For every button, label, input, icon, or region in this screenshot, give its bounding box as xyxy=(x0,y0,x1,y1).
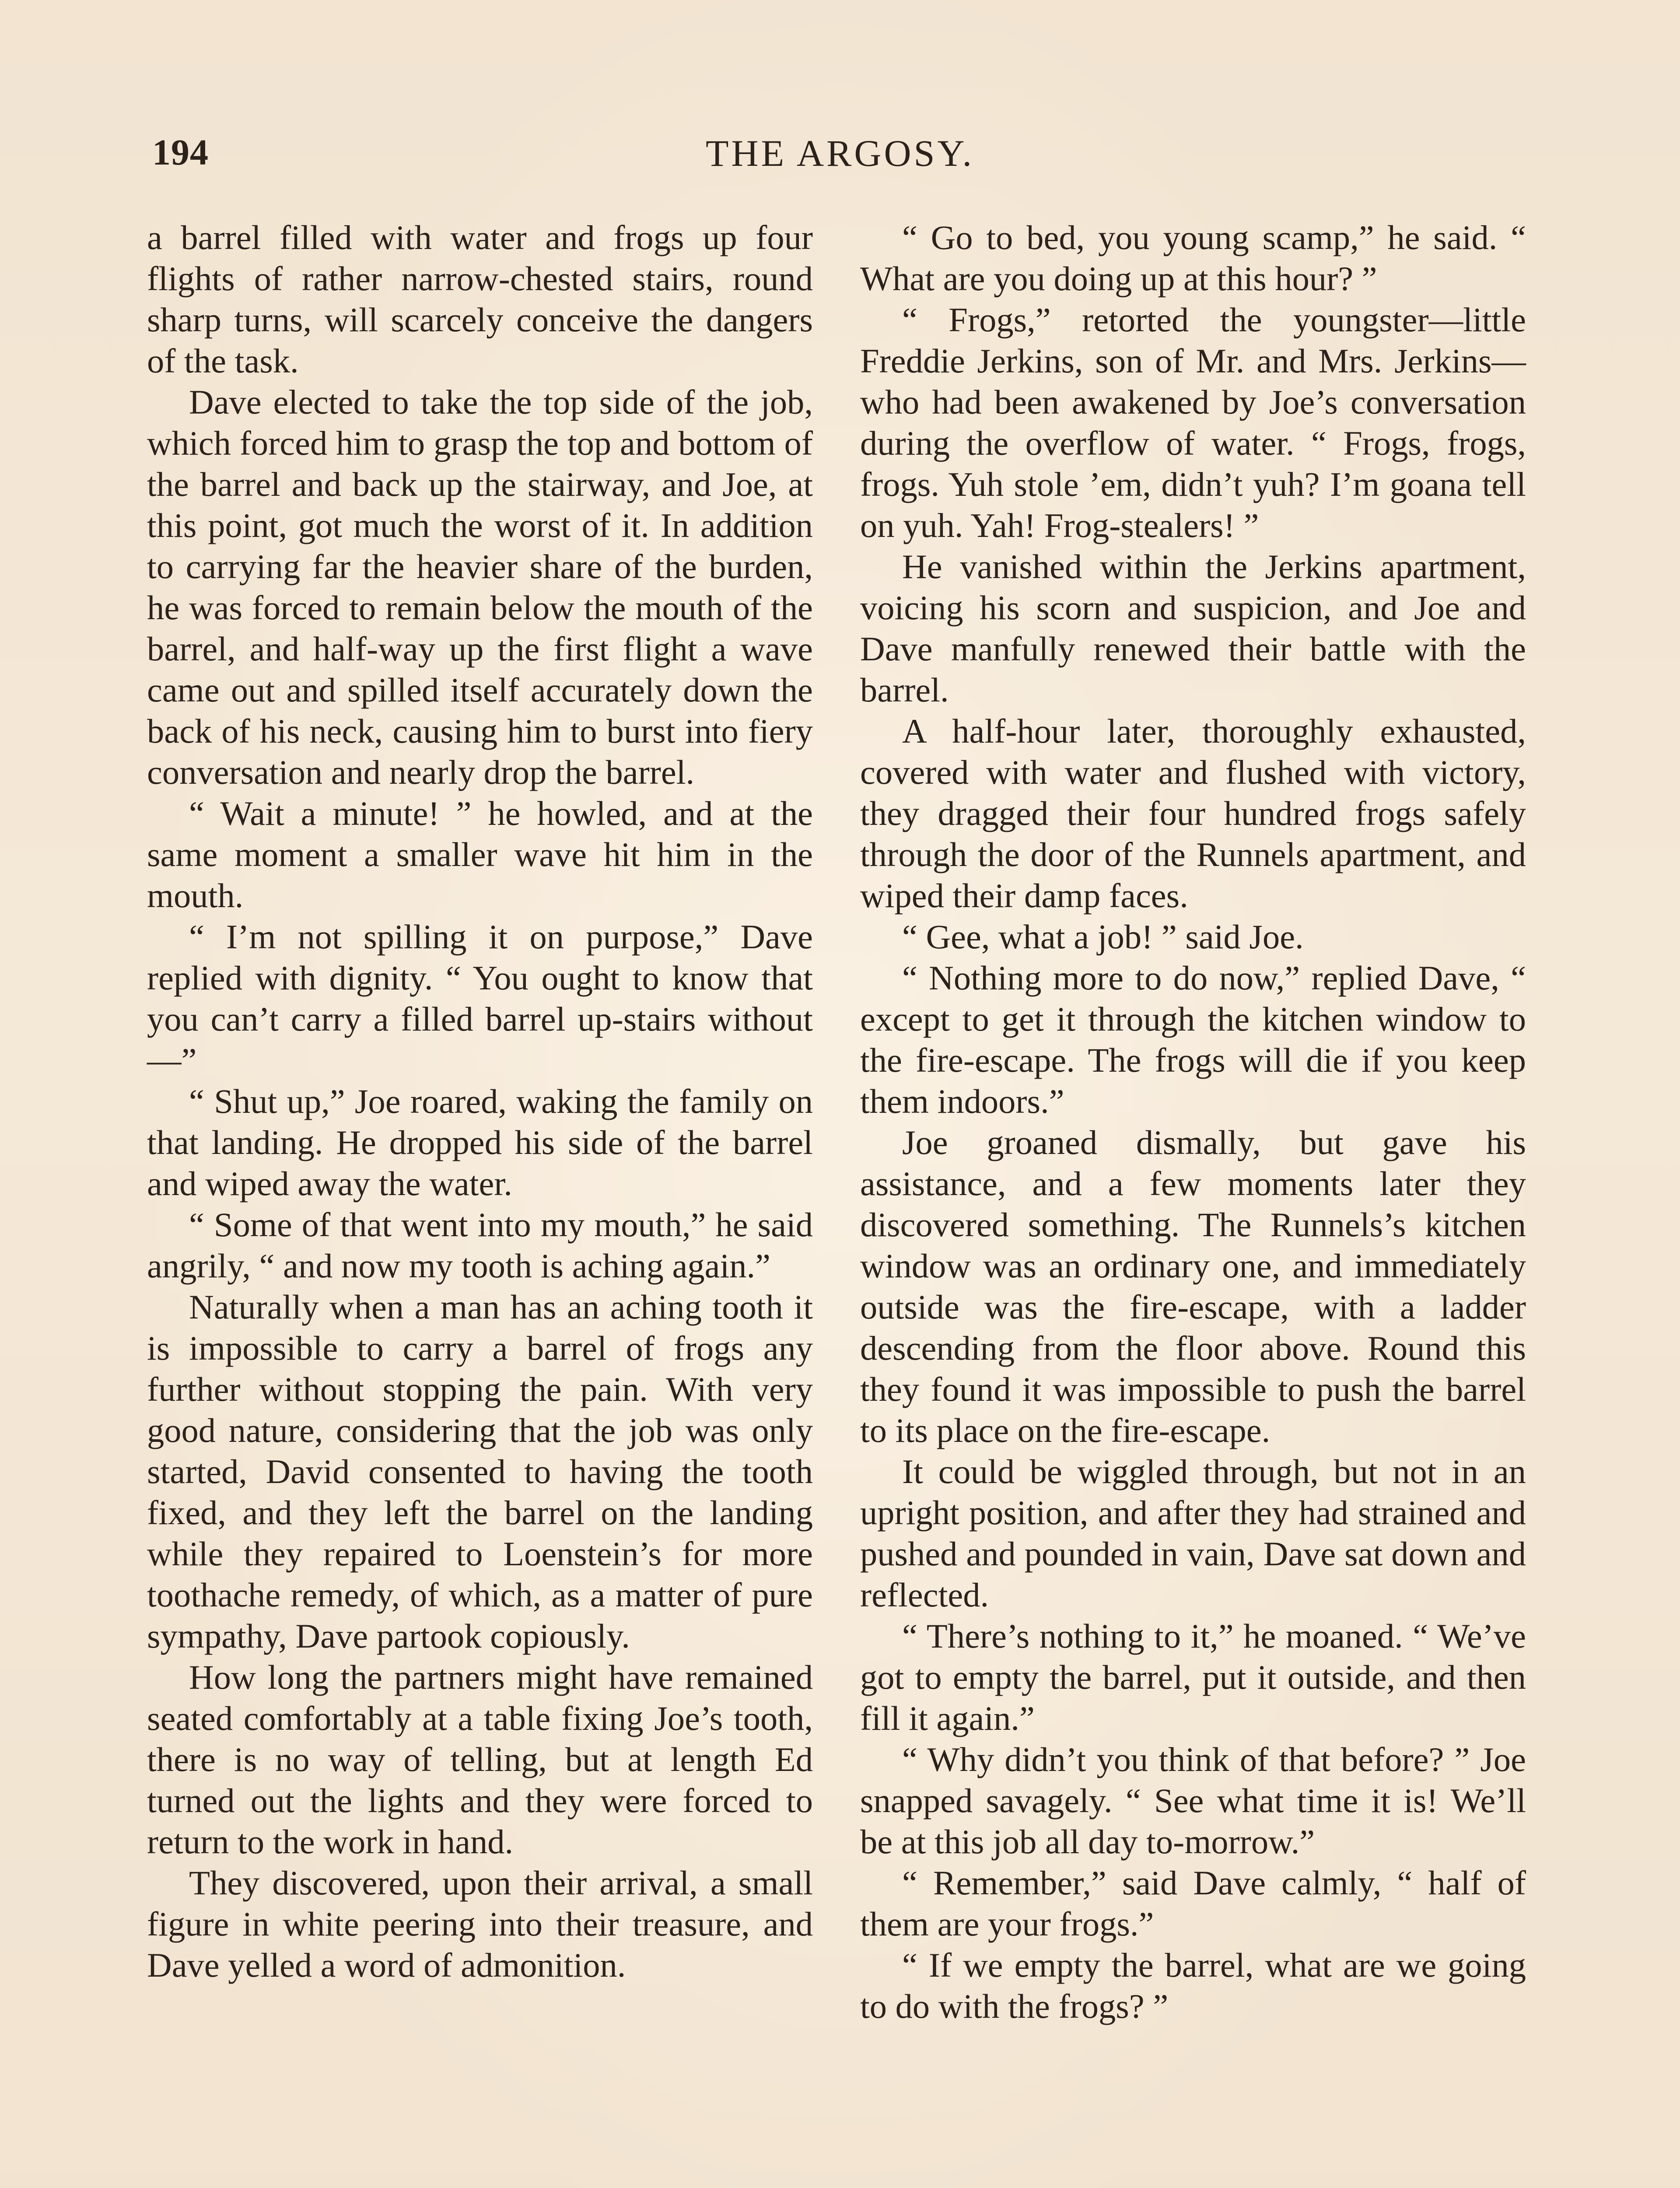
paragraph: Naturally when a man has an aching tooth it is impossible to carry a barrel of frogs any further without stopping the pain. With very good nature, considering that the job was only started, David consented to having the tooth fixed, and they left the barrel on the landing while they repaired to Loenstein’s for more toothache remedy, of which, as a matter of pure sympathy, Dave partook copiously. xyxy=(147,1288,813,1655)
paragraph: “ Go to bed, you young scamp,” he said. “ What are you doing up at this hour? ” xyxy=(860,218,1526,298)
paragraph: A half-hour later, thoroughly exhausted, covered with water and flushed with victory, they dragged their four hundred frogs safely through the door of the Runnels apartment, and wiped their damp faces. xyxy=(860,712,1526,915)
page-number: 194 xyxy=(152,132,209,173)
paragraph: How long the partners might have remained seated comfortably at a table fixing Joe’s tooth, there is no way of telling, but at length Ed turned out the lights and they were forced to return to the work in hand. xyxy=(147,1658,813,1861)
paragraph: “ Gee, what a job! ” said Joe. xyxy=(902,918,1304,956)
running-head-title: THE ARGOSY. xyxy=(706,132,974,174)
paragraph: Dave elected to take the top side of the job, which forced him to grasp the top and bottom of the barrel and back up the stairway, and Joe, at this point, got much the worst of it. In addition to carrying far the heavier share of the burden, he was forced to remain below the mouth of the barrel, and half-way up the first flight a wave came out and spilled itself accurately down the back of his neck, causing him to burst into fiery conversation and nearly drop the barrel. xyxy=(147,383,813,791)
text-column-left xyxy=(147,217,813,1986)
paragraph: It could be wiggled through, but not in an upright position, and after they had strained and pushed and pounded in vain, Dave sat down and reflected. xyxy=(860,1452,1526,1614)
paragraph: “ Frogs,” retorted the youngster—little Freddie Jerkins, son of Mr. and Mrs. Jerkins—who had been awakened by Joe’s conversation during the overflow of water. “ Frogs, frogs, frogs. Yuh stole ’em, didn’t yuh? I’m goana tell on yuh. Yah! Frog-stealers! ” xyxy=(860,301,1526,544)
paragraph: a barrel filled with water and frogs up four flights of rather narrow-chested stairs, round sharp turns, will scarcely conceive the dangers of the task. xyxy=(147,218,813,380)
paragraph: “ I’m not spilling it on purpose,” Dave replied with dignity. “ You ought to know that you can’t carry a filled barrel up-stairs without—” xyxy=(147,918,813,1079)
paragraph: “ Remember,” said Dave calmly, “ half of them are your frogs.” xyxy=(860,1864,1526,1943)
paragraph: “ There’s nothing to it,” he moaned. “ We’ve got to empty the barrel, put it outside, and then fill it again.” xyxy=(860,1617,1526,1737)
paragraph: He vanished within the Jerkins apartment, voicing his scorn and suspicion, and Joe and Dave manfully renewed their battle with the barrel. xyxy=(860,547,1526,709)
paragraph: “ Some of that went into my mouth,” he said angrily, “ and now my tooth is aching again.” xyxy=(147,1206,813,1285)
paragraph: “ If we empty the barrel, what are we going to do with the frogs? ” xyxy=(860,1946,1526,2025)
paragraph: “ Wait a minute! ” he howled, and at the same moment a smaller wave hit him in the mouth. xyxy=(147,794,813,915)
text-column-right xyxy=(860,217,1526,2027)
paragraph: Joe groaned dismally, but gave his assistance, and a few moments later they discovered something. The Runnels’s kitchen window was an ordinary one, and immediately outside was the fire-escape, with a ladder descending from the floor above. Round this they found it was impossible to push the barrel to its place on the fire-escape. xyxy=(860,1123,1526,1449)
paragraph: They discovered, upon their arrival, a small figure in white peering into their treasure, and Dave yelled a word of admonition. xyxy=(147,1864,813,1984)
paragraph: “ Nothing more to do now,” replied Dave, “ except to get it through the kitchen window to the fire-escape. The frogs will die if you keep them indoors.” xyxy=(860,959,1526,1120)
paragraph: “ Shut up,” Joe roared, waking the family on that landing. He dropped his side of the barrel and wiped away the water. xyxy=(147,1082,813,1203)
paragraph: “ Why didn’t you think of that before? ” Joe snapped savagely. “ See what time it is! We’ll be at this job all day to-morrow.” xyxy=(860,1740,1526,1861)
